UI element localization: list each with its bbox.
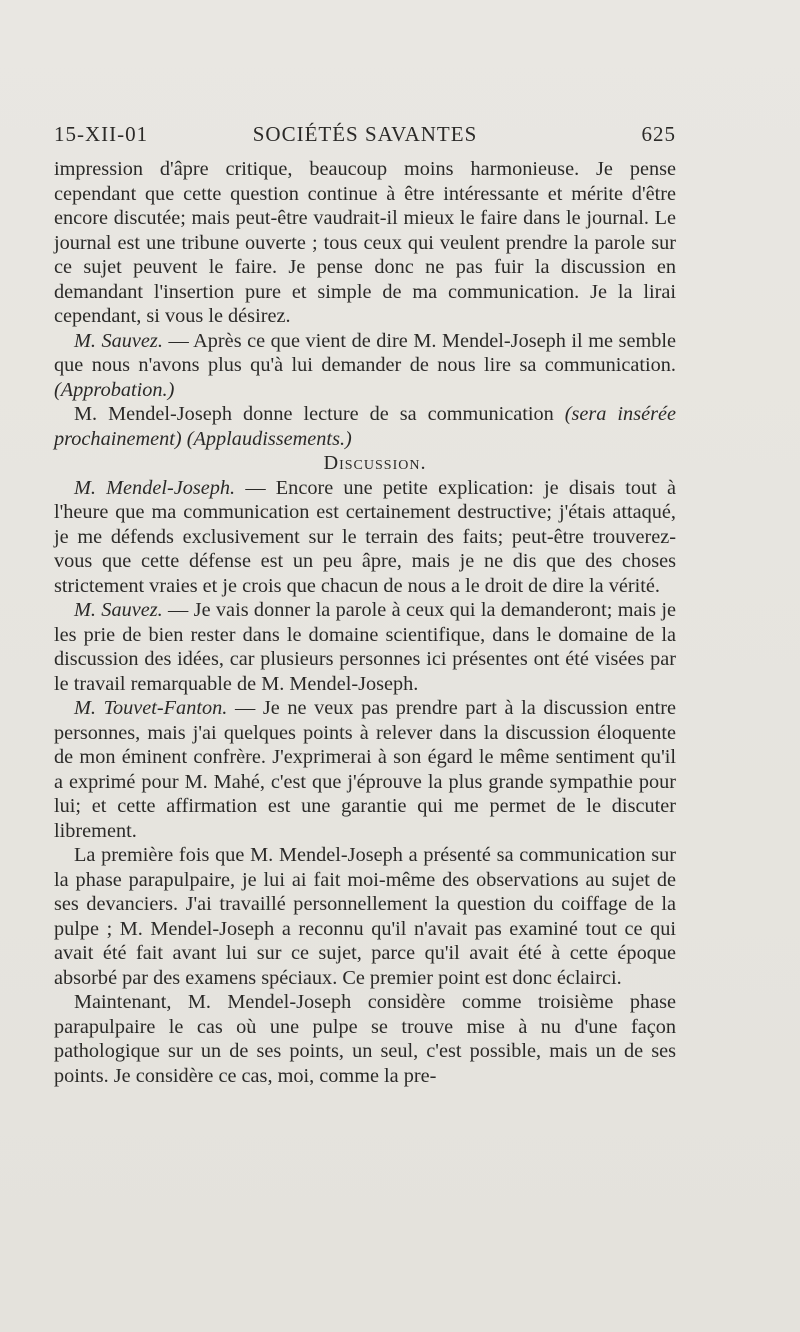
paragraph-4-text: — Encore une petite explication: je disais tout à l'heure que ma communication est certainement destructive; j'étais attaqué, je me défends exclusivement sur le terrain des faits; peut-être trouverez-vous que cette défense est un peu âpre, mais je ne dis que des choses strictement vraies et je crois que chacun de nous a le droit de dire la vérité. <box>54 476 676 597</box>
section-heading: Discussion. <box>323 452 427 474</box>
stage-note: (Approbation.) <box>54 378 175 401</box>
paragraph-1-text: impression d'âpre critique, beaucoup moins harmonieuse. Je pense cependant que cette question continue à être intéressante et mérite d'être encore discutée; mais peut-être vaudrait-il mieux le faire dans le journal. Le journal est une tribune ouverte ; tous ceux qui veulent prendre la parole sur ce sujet peuvent le faire. Je pense donc ne pas fuir la discussion en demandant l'insertion pure et simple de ma communication. Je la lirai cependant, si vous le désirez. <box>54 158 676 327</box>
header-date: 15-XII-01 <box>54 122 149 146</box>
speaker-name: M. Sauvez. <box>74 599 163 621</box>
speaker-name: M. Mendel-Joseph. <box>74 476 236 499</box>
running-header <box>54 122 676 150</box>
paragraph-5-text: — Je vais donner la parole à ceux qui la demanderont; mais je les prie de bien rester dans le domaine scientifique, dans le domaine de la discussion des idées, car plusieurs personnes ici présentes ont été visées par le travail remarquable de M. Mendel-Joseph. <box>54 599 676 695</box>
body-text <box>54 157 676 1088</box>
paragraph-5 <box>54 598 676 696</box>
paragraph-6 <box>54 696 676 843</box>
paragraph-2-text: — Après ce que vient de dire M. Mendel-Joseph il me semble que nous n'avons plus qu'à lui demander de nous lire sa communication. <box>54 329 676 376</box>
paragraph-4 <box>54 476 676 599</box>
paragraph-6-text: — Je ne veux pas prendre part à la discussion entre personnes, mais j'ai quelques points à relever dans la discussion éloquente de mon éminent confrère. J'exprimerai à son égard le même sentiment qu'il a exprimé pour M. Mahé, c'est que j'éprouve la plus grande sympathie pour lui; et cette affirmation est une garantie qui me permet de le discuter librement. <box>54 697 676 842</box>
page-number: 625 <box>641 122 676 146</box>
paragraph-1 <box>54 157 676 329</box>
paragraph-7 <box>54 843 676 990</box>
paragraph-2 <box>54 329 676 403</box>
speaker-name: M. Touvet-Fanton. <box>74 697 228 719</box>
speaker-name: M. Sauvez. <box>74 329 163 352</box>
paragraph-8 <box>54 990 676 1088</box>
paragraph-7-text: La première fois que M. Mendel-Joseph a présenté sa communication sur la phase parapulpaire, je lui ai fait moi-même des observations au sujet de ses devanciers. J'ai travaillé personnellement la question du coiffage de la pulpe ; M. Mendel-Joseph a reconnu qu'il n'avait pas examiné tout ce qui avait été fait avant lui sur ce sujet, parce qu'il avait été à cette époque absorbé par des examens spéciaux. Ce premier point est donc éclairci. <box>54 844 676 989</box>
paragraph-3-text: M. Mendel-Joseph donne lecture de sa communication <box>74 403 565 425</box>
header-title: SOCIÉTÉS SAVANTES <box>252 122 478 146</box>
stage-note: (sera insérée prochainement) <box>54 403 676 450</box>
paragraph-3 <box>54 402 676 451</box>
paragraph-8-text: Maintenant, M. Mendel-Joseph considère comme troisième phase parapulpaire le cas où une pulpe se trouve mise à nu d'une façon pathologique sur un de ses points, un seul, c'est possible, mais un de ses points. Je considère ce cas, moi, comme la pre- <box>54 991 676 1087</box>
stage-note: (Applaudissements.) <box>181 427 352 450</box>
